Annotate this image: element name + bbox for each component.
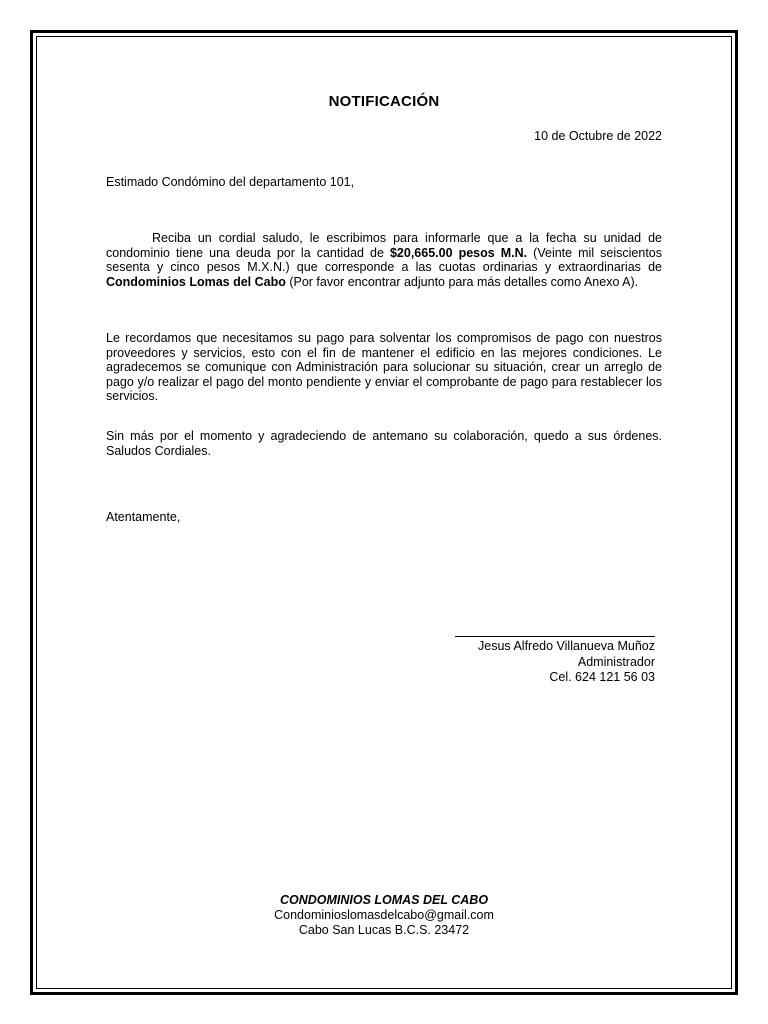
paragraph-payment-reminder: Le recordamos que necesitamos su pago para solventar los compromisos de pago con nuestros proveedores y servicios, esto con el fin de mantener el edificio en las mejores condiciones. Le agradecemos se comunique con Administración para solucionar su situación, crear un arreglo de pago y/o realizar el pago del monto pendiente y enviar el comprobante de pago para restablecer los servicios. [106,331,662,403]
greeting: Estimado Condómino del departamento 101, [106,175,355,189]
paragraph-debt-text-2: (Veinte mil seiscientos sesenta y cinco pesos M.X.N.) que corresponde a las cuotas ordinarias y extraordinarias de [106,245,662,274]
signer-role: Administrador [577,654,655,669]
signature-line [455,636,655,637]
signature-block [478,639,655,686]
company-name-inline: Condominios Lomas del Cabo [106,274,286,289]
debt-amount: $20,665.00 pesos M.N. [389,245,528,260]
paragraph-farewell: Sin más por el momento y agradeciendo de antemano su colaboración, quedo a sus órdenes. Saludos Cordiales. [106,429,662,458]
footer-email: Condominioslomasdelcabo@gmail.com [274,908,494,922]
paragraph-debt-text-1: Reciba un cordial saludo, le escribimos para informarle que a la fecha su unidad de condominio tiene una deuda por la cantidad de [106,231,662,260]
footer-company: CONDOMINIOS LOMAS DEL CABO [279,893,489,907]
signer-phone: Cel. 624 121 56 03 [549,670,655,684]
document-title: NOTIFICACIÓN [328,93,440,110]
paragraph-debt-text-3: (Por favor encontrar adjunto para más detalles como Anexo A). [285,274,639,289]
paragraph-debt-notice [106,231,662,289]
closing: Atentamente, [106,510,181,524]
footer [0,893,768,938]
signer-name: Jesus Alfredo Villanueva Muñoz [478,639,655,653]
document-date: 10 de Octubre de 2022 [534,129,662,143]
footer-address: Cabo San Lucas B.C.S. 23472 [298,923,470,937]
